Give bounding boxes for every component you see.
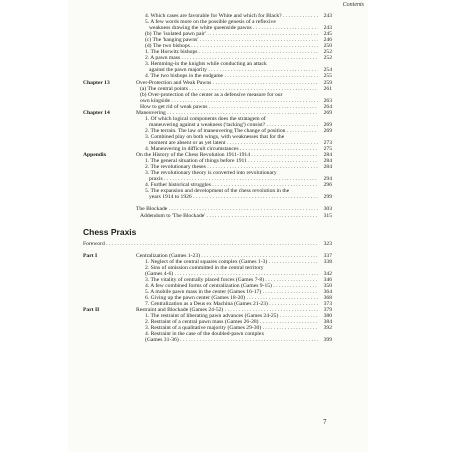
- toc-entry-page: 284: [323, 164, 332, 171]
- toc-entry-text: (d) The two bishops . . .: [145, 43, 318, 49]
- toc-entry-text: 3. Combined play on both wings, with weaknesses that for the: [145, 133, 285, 140]
- toc-entry-text: own kingside . . .: [140, 98, 318, 104]
- toc-entry-page: 263: [323, 97, 332, 104]
- toc-entry-page: 323: [323, 240, 332, 247]
- toc-row: [83, 213, 332, 219]
- toc-entry-page: 261: [323, 85, 332, 92]
- toc-entry-page: 243: [323, 25, 332, 32]
- toc-entry-text: On the History of the Chess Revolution 1911-1914 . . .: [136, 152, 318, 158]
- toc-entry-page: 379: [323, 307, 332, 314]
- toc-entry-text: 4. A few combined forms of centralization (Games 9-15) . . .: [145, 283, 318, 289]
- toc-row: [83, 337, 332, 343]
- toc-entry-page: 284: [323, 158, 332, 165]
- toc-entry-text: years 1914 to 1926 . . .: [149, 194, 318, 200]
- toc-entry-text: Foreword . . .: [83, 241, 318, 247]
- table-of-contents: [83, 13, 332, 343]
- toc-entry-text: 1. Of which logical components does the stratagem of: [145, 115, 266, 122]
- toc-entry-page: 380: [323, 313, 332, 320]
- toc-entry-page: 299: [323, 194, 332, 201]
- toc-entry-text: Maneuvering . . .: [136, 110, 318, 116]
- toc-entry-text: against the pawn majority . . .: [149, 67, 318, 73]
- toc-entry-text: 2. Sins of omission committed in the central territory: [145, 264, 264, 271]
- toc-entry-text: Centralization (Games 1-23) . . .: [136, 253, 318, 259]
- toc-entry-text: 2. A pawn mass . . .: [145, 55, 318, 61]
- toc-entry-page: 337: [323, 252, 332, 259]
- toc-entry-text: (b) The 'isolated pawn pair' . . .: [145, 31, 318, 37]
- toc-entry-page: 254: [323, 67, 332, 74]
- toc-entry-page: 252: [323, 49, 332, 56]
- toc-entry-page: 252: [323, 55, 332, 62]
- toc-entry-page: 399: [323, 337, 332, 344]
- toc-entry-text: 2. The terrain. The law of maneuvering The change of position . . .: [145, 128, 318, 134]
- toc-praxis-section: [83, 253, 332, 344]
- toc-entry-page: 275: [323, 146, 332, 153]
- toc-entry-page: 243: [323, 13, 332, 19]
- toc-entry-text: 1. The Horwitz bishops . . .: [145, 49, 318, 55]
- toc-entry-text: How to get rid of weak pawns . . .: [140, 104, 318, 110]
- toc-entry-text: 1. The restraint of liberating pawn advances (Games 24-25) . . .: [145, 313, 318, 319]
- toc-entry-page: 269: [323, 121, 332, 128]
- toc-entry-page: 264: [323, 103, 332, 110]
- toc-entry-text: 4. Further historical struggles . . .: [145, 182, 318, 188]
- toc-entry-text: 3. The revolutionary theory is converted into revolutionary: [145, 170, 277, 177]
- toc-entry-page: 303: [323, 206, 332, 213]
- toc-chapter-label: Chapter 13: [83, 79, 110, 86]
- running-header: Contents: [342, 2, 364, 8]
- toc-entry-text: 4. Restraint in the case of the doubled-pawn complex: [145, 331, 265, 338]
- toc-entry-page: 346: [323, 276, 332, 283]
- toc-entry-text: (a) The central points . . .: [140, 86, 318, 92]
- toc-entry-text: 1. The general situation of things before 1911 . . .: [145, 158, 318, 164]
- toc-entry-page: 294: [323, 176, 332, 183]
- section-title: Chess Praxis: [83, 226, 137, 237]
- toc-entry-page: 296: [323, 182, 332, 189]
- toc-entry-page: 384: [323, 319, 332, 326]
- toc-chapter-label: Appendix: [83, 152, 107, 159]
- toc-entry-text: 7. Centralization as a Deus ex Machina (Games 21-23) . . .: [145, 301, 318, 307]
- toc-entry-text: 6. Giving up the pawn center (Games 18-20) . . .: [145, 295, 318, 301]
- toc-entry-page: 315: [323, 212, 332, 219]
- toc-entry-page: 338: [323, 258, 332, 265]
- toc-entry-text: (Games 4-6) . . .: [145, 271, 318, 277]
- toc-entry-text: 5. A few words more on the possible genesis of a reflexive: [145, 19, 276, 26]
- toc-entry-page: 342: [323, 270, 332, 277]
- toc-entry-page: 246: [323, 37, 332, 44]
- toc-entry-page: 259: [323, 79, 332, 86]
- toc-top-section: [83, 13, 332, 200]
- toc-entry-page: 273: [323, 139, 332, 146]
- toc-chapter-label: Chapter 14: [83, 109, 110, 116]
- page-number: 7: [323, 418, 327, 426]
- toc-entry-text: 3. Hemming-in the knights while conducting an attack: [145, 61, 267, 68]
- toc-entry-page: 269: [323, 127, 332, 134]
- toc-chapter-label: Part II: [83, 307, 100, 314]
- toc-entry-page: 269: [323, 109, 332, 116]
- toc-entry-text: moment are absent or as yet latent . . .: [149, 140, 318, 146]
- toc-entry-page: 350: [323, 282, 332, 289]
- toc-entry-text: 5. A mobile pawn mass in the center (Games 16-17) . . .: [145, 289, 318, 295]
- toc-entry-page: 255: [323, 73, 332, 80]
- toc-entry-text: Addendum to 'The Blockade' . . .: [140, 213, 318, 219]
- toc-entry-text: 4. Which cases are favorable for White and which for Black? . . .: [145, 13, 318, 19]
- toc-entry-text: Over-Protection and Weak Pawns . . .: [136, 80, 318, 86]
- toc-entry-text: 3. Restraint of a qualitative majority (Games 29-30) . . .: [145, 325, 318, 331]
- toc-entry-page: 364: [323, 288, 332, 295]
- toc-entry-text: (c) The 'hanging pawns' . . .: [145, 37, 318, 43]
- toc-entry-page: 245: [323, 31, 332, 38]
- toc-entry-page: 392: [323, 325, 332, 332]
- toc-entry-text: 1. Neglect of the central squares complex (Games 1-3) . . .: [145, 259, 318, 265]
- toc-entry-text: 5. The expansion and development of the chess revolution in the: [145, 188, 290, 195]
- toc-entry-text: Restraint and Blockade (Games 24-52) . . .: [136, 307, 318, 313]
- toc-entry-text: weakness drawing the white queenside pawns . . .: [149, 25, 318, 31]
- toc-entry-page: 368: [323, 294, 332, 301]
- toc-row: [83, 194, 332, 200]
- toc-row-foreword: [83, 241, 332, 247]
- toc-chapter-label: Part I: [83, 252, 98, 259]
- toc-blockade-section: [83, 206, 332, 218]
- toc-entry-text: 4. The two bishops in the endgame . . .: [145, 73, 318, 79]
- toc-entry-text: 2. Restraint of a central pawn mass (Games 26-28) . . .: [145, 319, 318, 325]
- toc-entry-text: (Games 31-36) . . .: [145, 337, 318, 343]
- toc-entry-text: 3. The vitality of centrally placed forces (Games 7-8) . . .: [145, 277, 318, 283]
- toc-entry-page: 250: [323, 43, 332, 50]
- toc-entry-page: 373: [323, 300, 332, 307]
- toc-entry-text: The Blockade . . .: [136, 206, 318, 212]
- toc-entry-text: praxis . . .: [149, 176, 318, 182]
- toc-entry-text: 4. Maneuvering in difficult circumstances . . .: [145, 146, 318, 152]
- toc-entry-text: 2. The revolutionary theses . . .: [145, 164, 318, 170]
- toc-entry-page: 284: [323, 152, 332, 159]
- toc-entry-text: maneuvering against a weakness ('tacking') consist? . . .: [149, 122, 318, 128]
- toc-entry-text: (b) Over-protection of the center as a defensive measure for our: [140, 91, 283, 98]
